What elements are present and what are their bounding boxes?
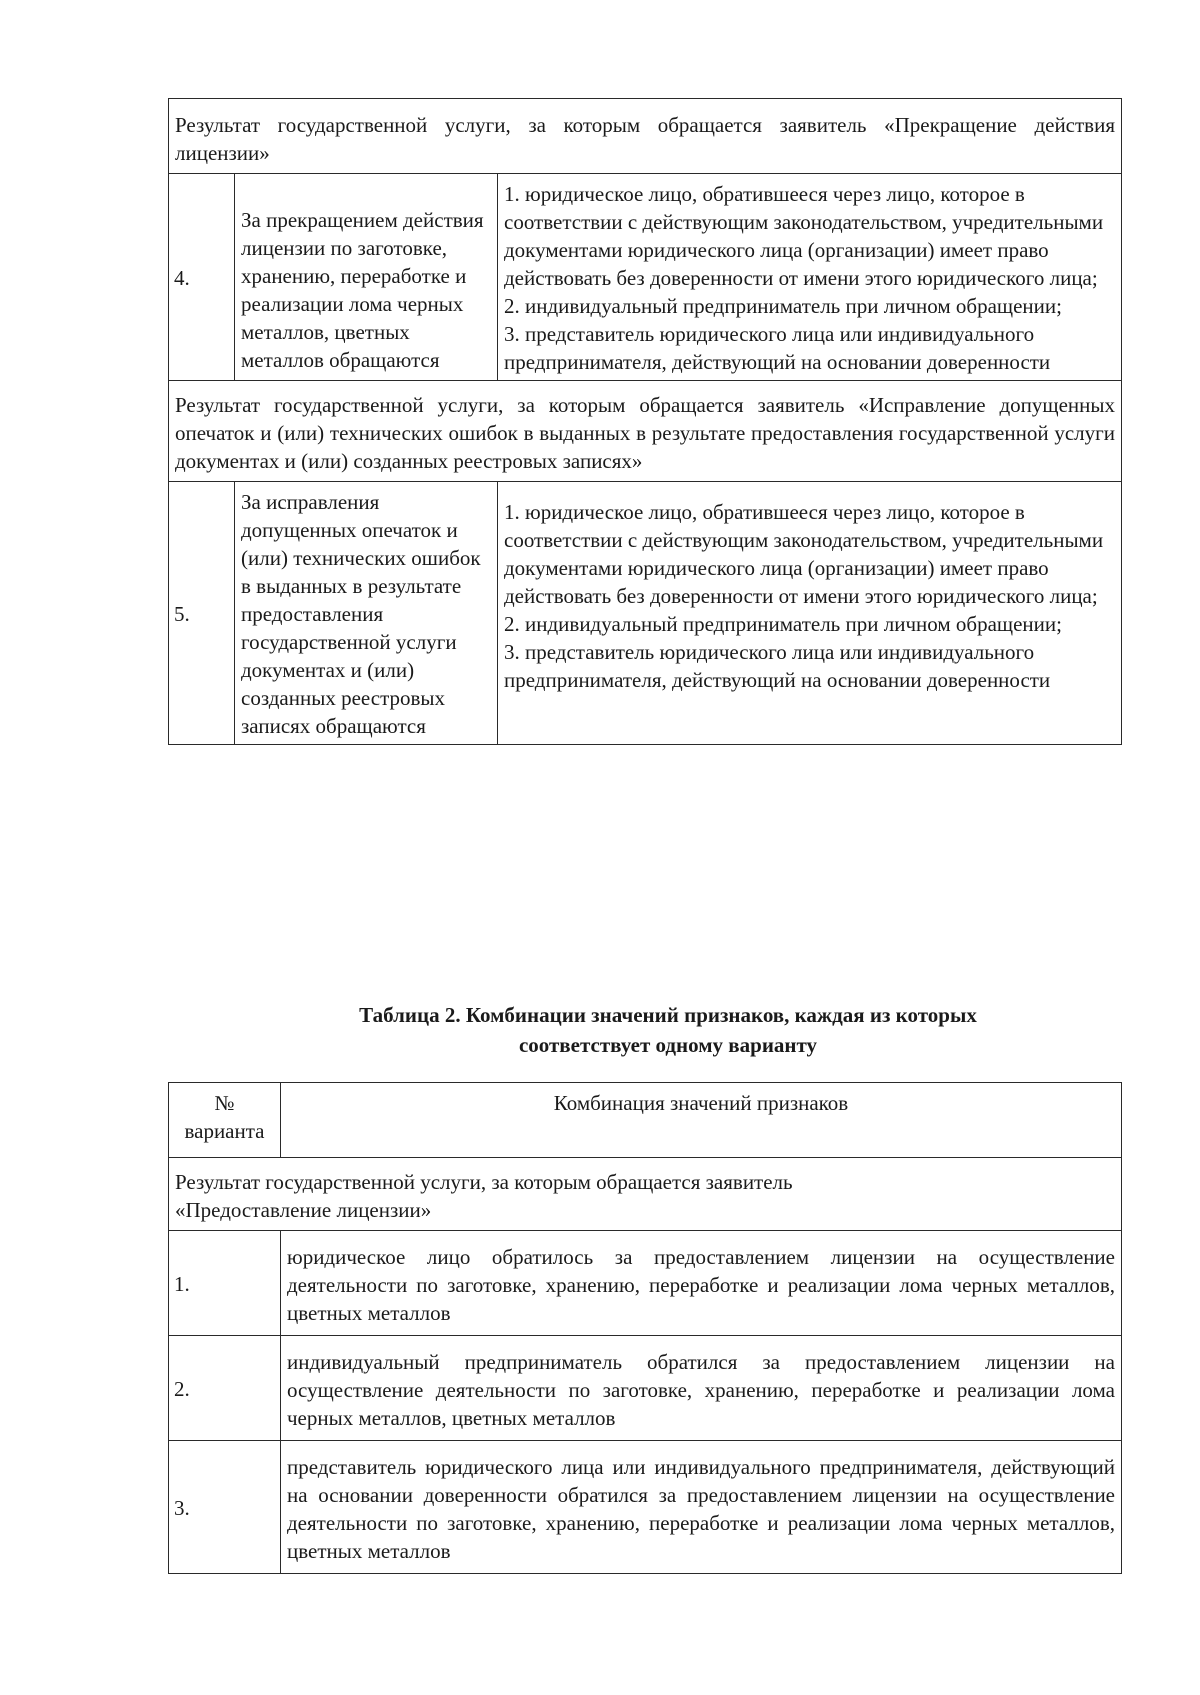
result-row-prekrashchenie [169, 99, 1122, 174]
row-number: 4. [169, 174, 235, 381]
value-item: 2. индивидуальный предприниматель при личном обращении; [504, 612, 1062, 636]
result-row-predostavlenie [169, 1158, 1122, 1231]
criterion-cell: За исправления допущенных опечаток и (или) технических ошибок в выданных в результате предоставления государственной услуги документах и (или) созданных реестровых записях обращаются [235, 482, 498, 745]
value-item: 1. юридическое лицо, обратившееся через лицо, которое в соответствии с действующим законодательством, учредительными документами юридического лица (организации) имеет право действовать без доверенности от имени этого юридического лица; [504, 500, 1104, 608]
col-header-combination: Комбинация значений признаков [281, 1083, 1122, 1158]
table-row [169, 174, 1122, 381]
variant-number: 3. [169, 1441, 281, 1574]
variant-number: 2. [169, 1336, 281, 1441]
variant-combination: юридическое лицо обратилось за предоставлением лицензии на осуществление деятельности по заготовке, хранению, переработке и реализации лома черных металлов, цветных металлов [281, 1231, 1122, 1336]
table-row [169, 1441, 1122, 1574]
result-header-ispravlenie: Результат государственной услуги, за которым обращается заявитель «Исправление допущенных опечаток и (или) технических ошибок в выданных в результате предоставления государственной услуги документах и (или) созданных реестровых записях» [169, 381, 1122, 482]
row-number: 5. [169, 482, 235, 745]
table-2-caption [168, 1000, 1168, 1060]
values-cell [498, 174, 1122, 381]
variant-combination: представитель юридического лица или индивидуального предпринимателя, действующий на основании доверенности обратился за предоставлением лицензии на осуществление деятельности по заготовке, хранению, переработке и реализации лома черных металлов, цветных металлов [281, 1441, 1122, 1574]
variant-number: 1. [169, 1231, 281, 1336]
result-header-prekrashchenie: Результат государственной услуги, за которым обращается заявитель «Прекращение действия лицензии» [169, 99, 1122, 174]
criterion-cell: За прекращением действия лицензии по заготовке, хранению, переработке и реализации лома черных металлов, цветных металлов обращаются [235, 174, 498, 381]
table-row [169, 482, 1122, 745]
value-item: 3. представитель юридического лица или индивидуального предпринимателя, действующий на основании доверенности [504, 322, 1051, 374]
table-2 [168, 1082, 1122, 1574]
caption-line: соответствует одному варианту [518, 1033, 818, 1057]
result-header-line: «Предоставление лицензии» [175, 1198, 432, 1222]
col-header-number-label: варианта [184, 1119, 265, 1143]
table-1 [168, 98, 1122, 745]
col-header-number [169, 1083, 281, 1158]
table-row [169, 1336, 1122, 1441]
value-item: 3. представитель юридического лица или индивидуального предпринимателя, действующий на основании доверенности [504, 640, 1051, 692]
value-item: 1. юридическое лицо, обратившееся через лицо, которое в соответствии с действующим законодательством, учредительными документами юридического лица (организации) имеет право действовать без доверенности от имени этого юридического лица; [504, 182, 1104, 290]
col-header-number-symbol: № [214, 1091, 235, 1115]
table-row [169, 1231, 1122, 1336]
result-header-predostavlenie [169, 1158, 1122, 1231]
result-header-line: Результат государственной услуги, за которым обращается заявитель [175, 1170, 793, 1194]
values-cell [498, 482, 1122, 745]
header-row [169, 1083, 1122, 1158]
variant-combination: индивидуальный предприниматель обратился за предоставлением лицензии на осуществление деятельности по заготовке, хранению, переработке и реализации лома черных металлов, цветных металлов [281, 1336, 1122, 1441]
caption-line: Таблица 2. Комбинации значений признаков, каждая из которых [359, 1003, 977, 1027]
result-row-ispravlenie [169, 381, 1122, 482]
value-item: 2. индивидуальный предприниматель при личном обращении; [504, 294, 1062, 318]
